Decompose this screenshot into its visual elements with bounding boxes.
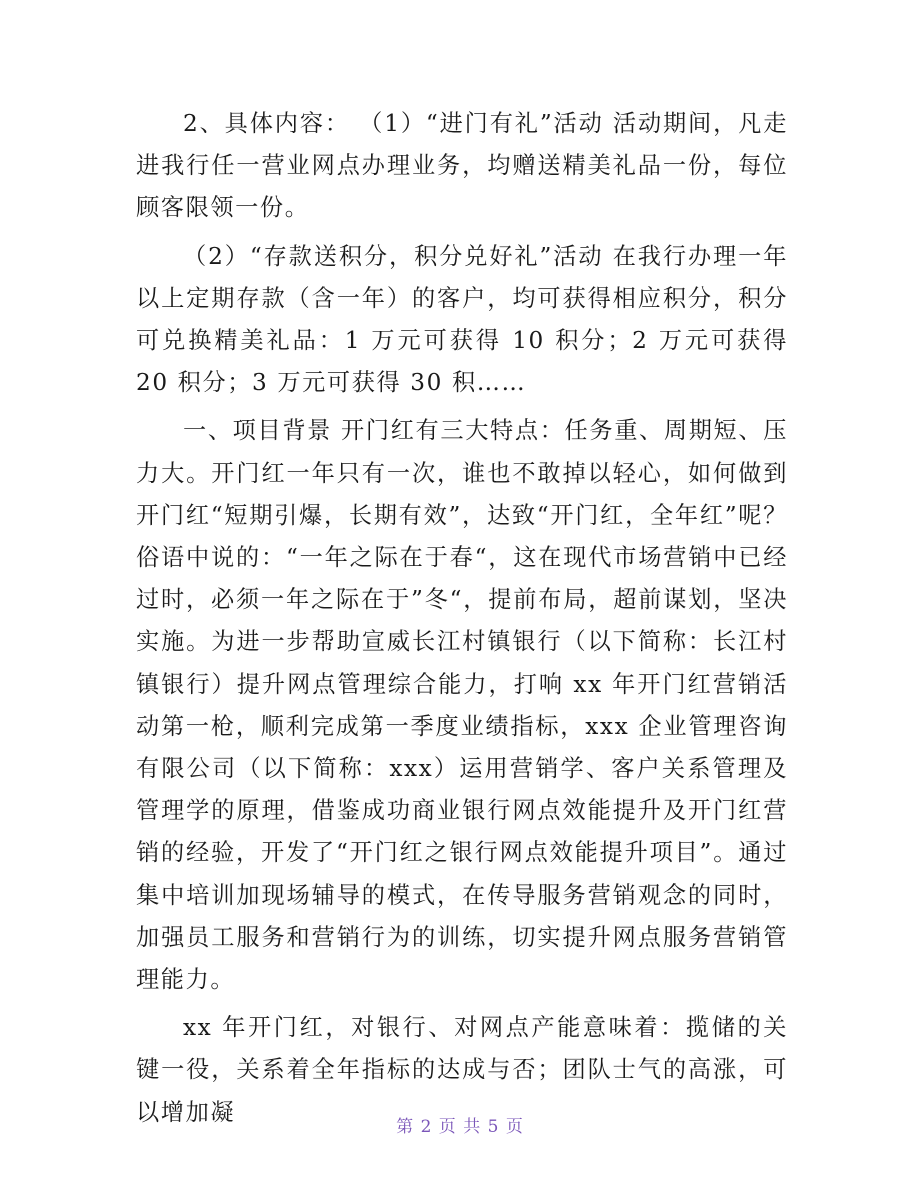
document-body: [136, 103, 788, 1140]
paragraph-opening-red-meaning: xx 年开门红，对银行、对网点产能意味着：揽储的关键一役，关系着全年指标的达成与否；团队士气的高涨，可以增加凝: [136, 1014, 788, 1126]
page-footer: [0, 1112, 920, 1137]
paragraph-specific-content: 2、具体内容： （1）“进门有礼”活动 活动期间，凡走进我行任一营业网点办理业务，均赠送精美礼品一份，每位顾客限领一份。: [136, 110, 788, 222]
paragraph-project-background: 一、项目背景 开门红有三大特点：任务重、周期短、压力大。开门红一年只有一次，谁也不敢掉以轻心，如何做到开门红“短期引爆，长期有效”，达致“开门红，全年红”呢？俗语中说的：“一年之际在于春“，这在现代市场营销中已经过时，必须一年之际在于”冬“，提前布局，超前谋划，坚决实施。为进一步帮助宣威长江村镇银行（以下简称：长江村镇银行）提升网点管理综合能力，打响 xx 年开门红营销活动第一枪，顺利完成第一季度业绩指标，xxx 企业管理咨询有限公司（以下简称：xxx）运用营销学、客户关系管理及管理学的原理，借鉴成功商业银行网点效能提升及开门红营销的经验，开发了“开门红之银行网点效能提升项目”。通过集中培训加现场辅导的模式，在传导服务营销观念的同时，加强员工服务和营销行为的训练，切实提升网点服务营销管理能力。: [136, 417, 788, 994]
page-number-label: 第 2 页 共 5 页: [396, 1117, 524, 1137]
paragraph-deposit-points: （2）“存款送积分，积分兑好礼”活动 在我行办理一年以上定期存款（含一年）的客户，均可获得相应积分，积分可兑换精美礼品：1 万元可获得 10 积分；2 万元可获得 20 积分；3 万元可获得 30 积……: [136, 242, 788, 397]
